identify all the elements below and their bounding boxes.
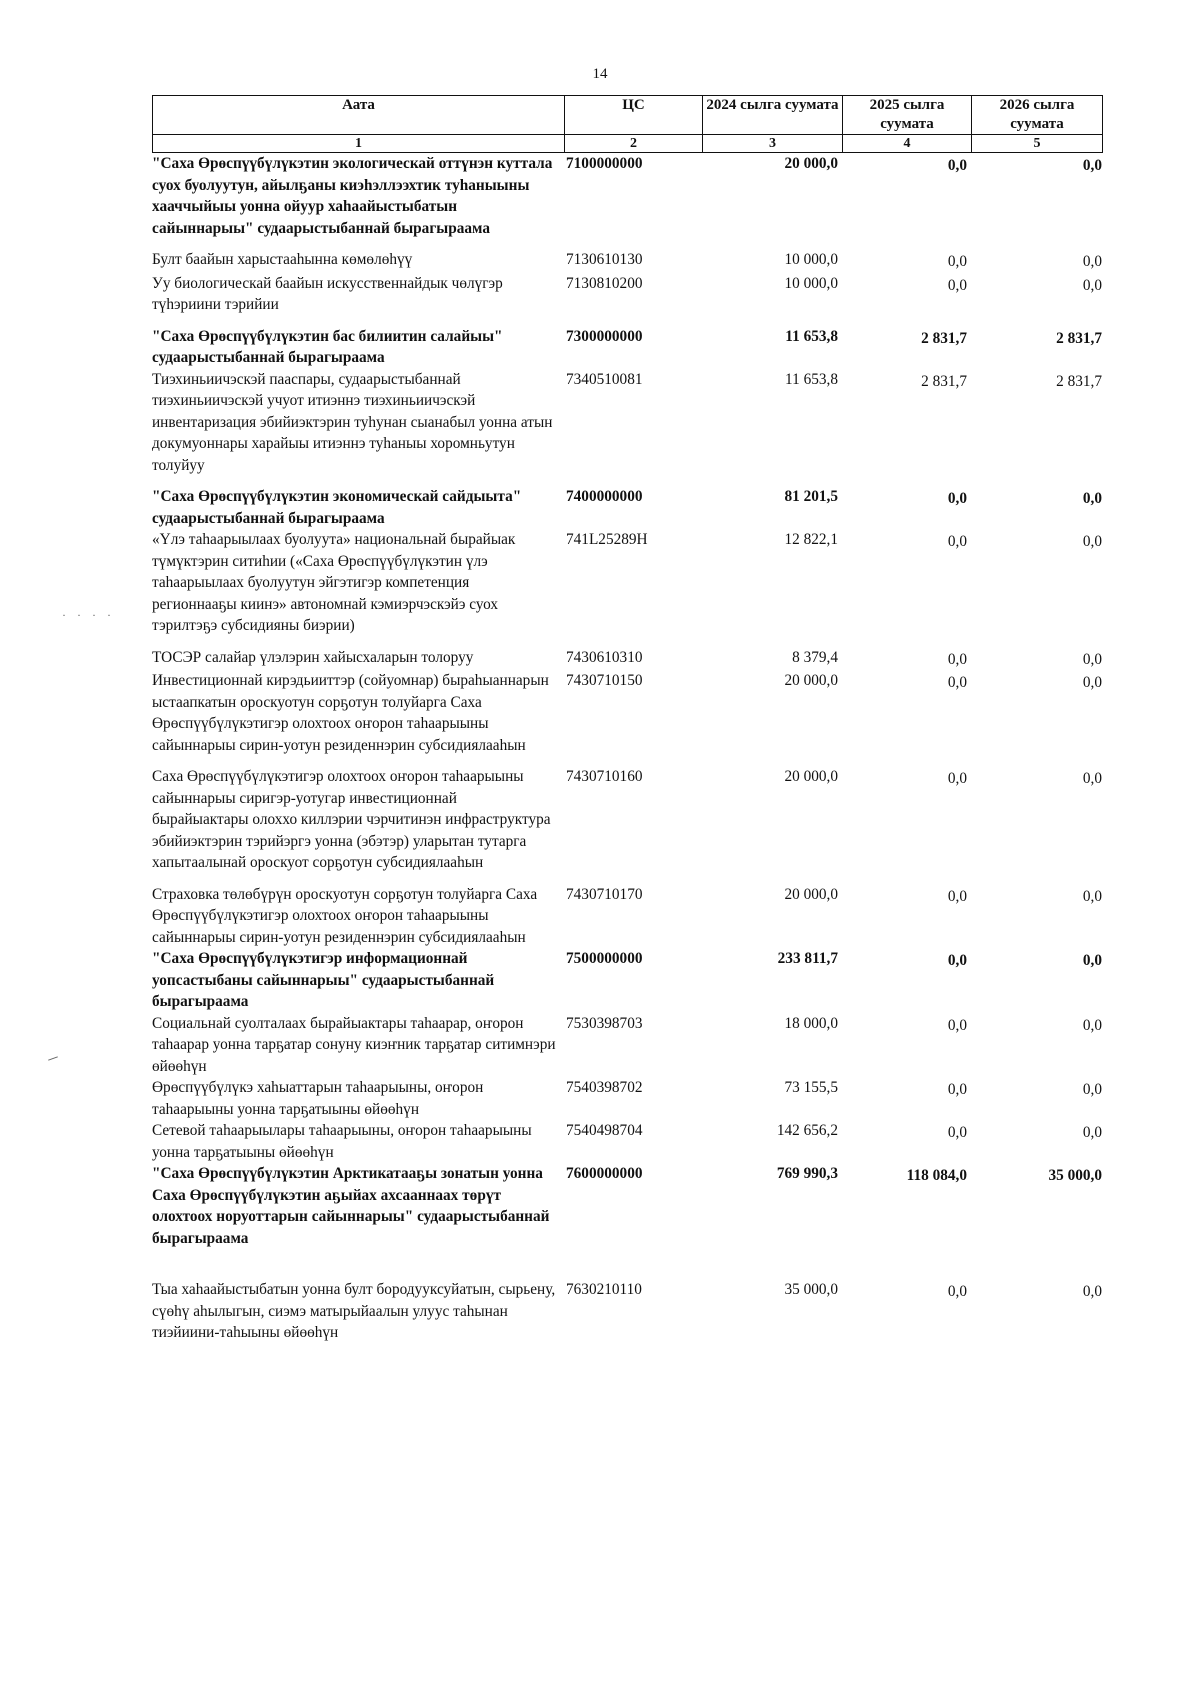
row-2024: 18 000,0 bbox=[784, 1014, 838, 1032]
row-code: 7300000000 bbox=[566, 327, 643, 345]
row-code: 7430710160 bbox=[566, 768, 643, 785]
row-name: "Саха Өрөспүүбүлүкэтигэр информационнай уопсастыбаны сайыннарыы" судаарыстыбаннай бырагыраама bbox=[152, 950, 495, 1010]
row-name: Инвестиционнай кирэдьииттэр (сойуомнар) быраһыаннарын ыстаапкатын ороскуотун сорҕотун толуйарга Саха Өрөспүүбүлүкэтигэр олохтоох оҥорон таһаарыыны сайыннарыы сирин-уотун резиденнэрин субсидиялааһын bbox=[152, 672, 549, 754]
row-code: 7630210110 bbox=[566, 1281, 642, 1298]
row-code: 7500000000 bbox=[566, 950, 643, 967]
table-row bbox=[152, 273, 1102, 316]
row-2024: 10 000,0 bbox=[784, 274, 838, 292]
row-2024: 10 000,0 bbox=[784, 251, 838, 268]
row-2026: 0,0 bbox=[1082, 533, 1102, 550]
row-name: Социальнай суолталаах бырайыактары таһаарар, оҥорон таһаарар уонна тарҕатар сонуну киэҥник тарҕатар ситимнэри өйөөһүн bbox=[152, 1014, 556, 1075]
row-2026: 35 000,0 bbox=[1048, 1167, 1102, 1184]
row-code: 7430710150 bbox=[566, 672, 643, 689]
row-code: 7600000000 bbox=[566, 1165, 643, 1182]
row-2025: 0,0 bbox=[947, 533, 967, 550]
row-2025: 2 831,7 bbox=[921, 372, 967, 390]
row-2025: 2 831,7 bbox=[921, 329, 967, 347]
row-name: Сетевой таһаарыылары таһаарыыны, оҥорон таһаарыыны уонна тарҕатыыны өйөөһүн bbox=[152, 1122, 532, 1161]
row-2025: 118 084,0 bbox=[906, 1167, 967, 1184]
table-row bbox=[152, 1077, 1102, 1120]
row-2024: 11 653,8 bbox=[785, 327, 838, 345]
row-code: 7540398702 bbox=[566, 1079, 643, 1096]
header-2026: 2026 сылга суумата bbox=[972, 96, 1103, 135]
row-code: 7430610310 bbox=[566, 648, 643, 666]
row-2025: 0,0 bbox=[947, 1124, 967, 1141]
row-code: 741L25289H bbox=[566, 531, 648, 548]
row-2025: 0,0 bbox=[947, 490, 967, 507]
page-number: 14 bbox=[592, 66, 608, 82]
row-2025: 0,0 bbox=[947, 770, 967, 787]
row-2026: 0,0 bbox=[1082, 276, 1102, 294]
header-2024: 2024 сылга суумата bbox=[703, 96, 843, 135]
row-2026: 0,0 bbox=[1082, 1124, 1102, 1141]
row-2025: 0,0 bbox=[947, 1283, 967, 1300]
table-row bbox=[152, 1013, 1102, 1078]
row-name: "Саха Өрөспүүбүлүкэтин бас билиитин салайыы" судаарыстыбаннай бырагыраама bbox=[152, 327, 503, 366]
row-2026: 0,0 bbox=[1082, 770, 1102, 787]
row-code: 7100000000 bbox=[566, 155, 643, 172]
row-2026: 0,0 bbox=[1082, 1081, 1102, 1098]
header-code: ЦС bbox=[565, 96, 703, 135]
row-2026: 0,0 bbox=[1082, 490, 1102, 507]
row-2026: 0,0 bbox=[1082, 650, 1102, 668]
table-header bbox=[152, 95, 1103, 153]
table-row bbox=[152, 249, 1102, 273]
row-2024: 73 155,5 bbox=[784, 1079, 838, 1096]
table-row bbox=[152, 1279, 1102, 1344]
margin-tick bbox=[48, 1056, 58, 1060]
row-2024: 20 000,0 bbox=[784, 885, 838, 903]
table-row bbox=[152, 1163, 1102, 1249]
row-name: ТОСЭР салайар үлэлэрин хайысхаларын толоруу bbox=[152, 648, 474, 666]
row-name: Тиэхиньиичэскэй пааспары, судаарыстыбаннай тиэхиньиичэскэй учуот итиэннэ тиэхиньиичэскэй инвентаризация эбийиэктэрин туһунан сыанабыл уонна атын докумуоннары харайыы итиэннэ туһаныы хоромньутун толуйуу bbox=[152, 370, 553, 474]
row-name: Өрөспүүбүлүкэ хаһыаттарын таһаарыыны, оҥорон таһаарыыны уонна тарҕатыыны өйөөһүн bbox=[152, 1079, 484, 1118]
row-name: "Саха Өрөспүүбүлүкэтин экологическай оттүнэн куттала суох буолуутун, айылҕаны киэһэллээхтик туһаныыны хааччыйыы уонна ойуур хаһаайыстыбатын сайыннарыы" судаарыстыбаннай бырагыраама bbox=[152, 155, 553, 237]
row-2025: 0,0 bbox=[947, 1016, 967, 1034]
row-code: 7540498704 bbox=[566, 1122, 643, 1139]
table-row bbox=[152, 486, 1102, 529]
header-num-2: 2 bbox=[565, 135, 703, 153]
row-code: 7430710170 bbox=[566, 885, 643, 903]
row-code: 7340510081 bbox=[566, 370, 643, 388]
row-2026: 0,0 bbox=[1082, 1283, 1102, 1300]
table-row bbox=[152, 369, 1102, 477]
row-2024: 20 000,0 bbox=[784, 155, 838, 172]
row-name: Булт баайын харыстааһынна көмөлөһүү bbox=[152, 251, 413, 268]
table-row bbox=[152, 766, 1102, 874]
row-code: 7130810200 bbox=[566, 274, 643, 292]
row-2025: 0,0 bbox=[947, 253, 967, 270]
row-2026: 2 831,7 bbox=[1056, 372, 1102, 390]
row-2025: 0,0 bbox=[947, 1081, 967, 1098]
row-name: Тыа хаһаайыстыбатын уонна булт бородууксуйатын, сырьену, сүөһү аһылыгын, сиэмэ матырыйаалын улуус таһынан тиэйиини-таһыыны өйөөһүн bbox=[152, 1281, 556, 1341]
row-name: Саха Өрөспүүбүлүкэтигэр олохтоох оҥорон таһаарыыны сайыннарыы сиригэр-уотугар инвестиционнай бырайыактары олоххо киллэрии чэрчитинэн инфраструктура эбийиэктэрин тэрийэргэ уонна (эбэтэр) уларытан тутарга хапытаалынай ороскуот сорҕотун субсидиялааһын bbox=[152, 768, 551, 871]
row-name: "Саха Өрөспүүбүлүкэтин Арктикатааҕы зонатын уонна Саха Өрөспүүбүлүкэтин аҕыйах ахсааннаах төрүт олохтоох норуоттарын сайыннарыы" судаарыстыбаннай бырагыраама bbox=[152, 1165, 550, 1247]
row-2026: 2 831,7 bbox=[1056, 329, 1102, 347]
row-2024: 20 000,0 bbox=[784, 768, 838, 785]
row-2024: 142 656,2 bbox=[776, 1122, 838, 1139]
header-name: Аата bbox=[153, 96, 565, 135]
row-2026: 0,0 bbox=[1082, 157, 1102, 174]
row-2025: 0,0 bbox=[947, 887, 967, 905]
header-num-4: 4 bbox=[843, 135, 972, 153]
row-2025: 0,0 bbox=[947, 952, 967, 969]
row-2026: 0,0 bbox=[1082, 952, 1102, 969]
table-row bbox=[152, 529, 1102, 637]
row-code: 7130610130 bbox=[566, 251, 643, 268]
table-row bbox=[152, 884, 1102, 949]
row-2024: 20 000,0 bbox=[784, 672, 838, 689]
row-2025: 0,0 bbox=[947, 157, 967, 174]
row-code: 7400000000 bbox=[566, 488, 643, 505]
row-2024: 769 990,3 bbox=[776, 1165, 838, 1182]
header-num-1: 1 bbox=[153, 135, 565, 153]
row-2024: 11 653,8 bbox=[785, 370, 838, 388]
row-name: «Үлэ таһаарыылаах буолуута» национальнай бырайыак түмүктэрин ситиһии («Саха Өрөспүүбүлүкэтин үлэ таһаарыылаах буолуутун эйгэтигэр компетенция регионнааҕы киинэ» автономнай кэмиэрчэскэйэ суох тэрилтэҕэ субсидияны биэрии) bbox=[152, 531, 516, 634]
row-code: 7530398703 bbox=[566, 1014, 643, 1032]
row-2024: 233 811,7 bbox=[777, 950, 838, 967]
table-row bbox=[152, 153, 1102, 239]
table-row bbox=[152, 1120, 1102, 1163]
row-name: "Саха Өрөспүүбүлүкэтин экономическай сайдыыта" судаарыстыбаннай бырагыраама bbox=[152, 488, 522, 527]
row-2024: 81 201,5 bbox=[784, 488, 838, 505]
row-2025: 0,0 bbox=[947, 650, 967, 668]
row-2026: 0,0 bbox=[1082, 1016, 1102, 1034]
row-name: Уу биологическай баайын искусственнайдык чөлүгэр түһэриини тэрийии bbox=[152, 274, 503, 313]
budget-table bbox=[152, 95, 1102, 1344]
row-2026: 0,0 bbox=[1082, 253, 1102, 270]
row-2025: 0,0 bbox=[947, 674, 967, 691]
row-2024: 12 822,1 bbox=[784, 531, 838, 548]
row-2026: 0,0 bbox=[1082, 674, 1102, 691]
header-num-5: 5 bbox=[972, 135, 1103, 153]
header-2025: 2025 сылга суумата bbox=[843, 96, 972, 135]
table-body bbox=[152, 153, 1102, 1344]
margin-mark: · · · · bbox=[62, 608, 115, 622]
table-row bbox=[152, 647, 1102, 671]
row-2026: 0,0 bbox=[1082, 887, 1102, 905]
header-num-3: 3 bbox=[703, 135, 843, 153]
row-2025: 0,0 bbox=[947, 276, 967, 294]
table-row bbox=[152, 948, 1102, 1013]
row-2024: 35 000,0 bbox=[784, 1281, 838, 1298]
row-name: Страховка төлөбүрүн ороскуотун сорҕотун толуйарга Саха Өрөспүүбүлүкэтигэр олохтоох оҥорон таһаарыыны сайыннарыы сирин-уотун резиденнэрин субсидиялааһын bbox=[152, 885, 538, 946]
row-2024: 8 379,4 bbox=[792, 648, 838, 666]
table-row bbox=[152, 670, 1102, 756]
table-row bbox=[152, 326, 1102, 369]
